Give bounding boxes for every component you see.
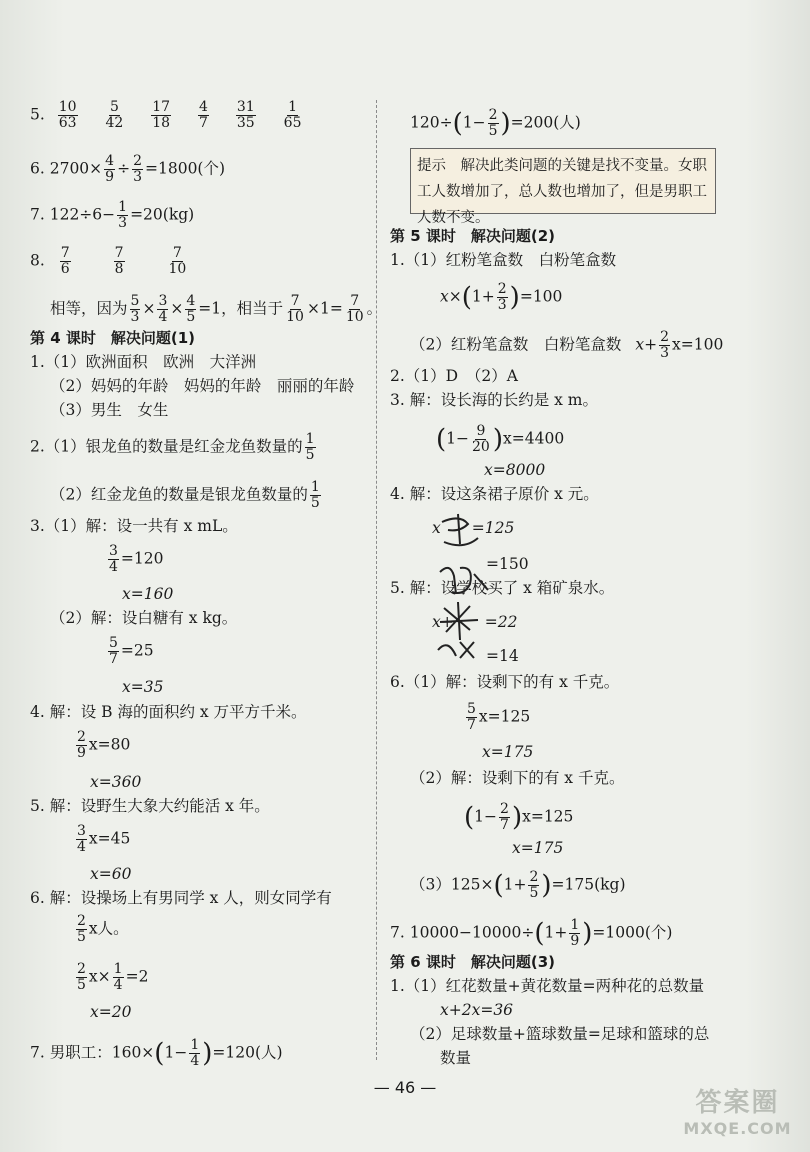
hint-box: 提示 解决此类问题的关键是找不变量。女职工人数增加了，总人数也增加了，但是男职工人数不变。 [410,148,716,214]
q7-line: 7. 122÷6− $\frac{1}{3}$ =20(kg) [30,199,195,231]
s5-q1b: （2）红粉笔盒数 白粉笔盒数 x+ $\frac{2}{3}$ x=100 [410,329,724,361]
section-title-lesson5: 第 5 课时 解决问题(2) [390,227,556,245]
s4-q3b-equation: $\frac{5}{7}$ =25 [109,635,154,667]
page-number: — 46 — [373,1078,437,1097]
q5-line: 5. $\frac{10}{63}$ $\frac{5}{42}$ $\frac{17}{18}$ $\frac{4}{7}$ $\frac{31}{35}$ $\frac{1}{65}$ [30,99,302,131]
s5-q5: 5. 解：设学校买了 x 箱矿泉水。 [390,579,615,597]
s4-q3a: 3.（1）解：设一共有 x mL。 [30,517,238,535]
s5-q6a-equation: $\frac{5}{7}$ x=125 [467,701,531,733]
s5-q4-result: =150 [486,555,529,573]
s5-q1a-equation: x×(1+ $\frac{2}{3}$ )=100 [440,281,563,313]
section-title-lesson4: 第 4 课时 解决问题(1) [30,329,196,347]
s4-q1c: （3）男生 女生 [50,401,169,419]
s5-q2: 2.（1）D （2）A [390,367,518,385]
s4-q5-equation: $\frac{3}{4}$ x=45 [77,823,131,855]
s4-q6-equation: $\frac{2}{5}$ x× $\frac{1}{4}$ =2 [77,961,149,993]
section-title-lesson6: 第 6 课时 解决问题(3) [390,953,556,971]
s4-q1a: 1.（1）欧洲面积 欧洲 大洋洲 [30,353,257,371]
s6-q1a-equation: x+2x=36 [440,1001,514,1019]
s4-q3b: （2）解：设白糖有 x kg。 [50,609,238,627]
s4-q6-result: x=20 [90,1003,132,1021]
s5-q6b: （2）解：设剩下的有 x 千克。 [410,769,625,787]
q8-explanation: 相等，因为 $\frac{5}{3}$ × $\frac{3}{4}$ × $\frac{4}{5}$ =1，相当于 $\frac{7}{10}$ ×1= $\frac{7}{10}$ 。 [50,293,383,325]
column-divider [376,100,377,1060]
s5-q1a: 1.（1）红粉笔盒数 白粉笔盒数 [390,251,617,269]
s6-q1b: （2）足球数量+篮球数量=足球和篮球的总 [410,1025,710,1043]
q8-line: 8. $\frac{7}{6}$ $\frac{7}{8}$ $\frac{7}{10}$ [30,245,187,277]
s4-q3a-result: x=160 [122,585,174,603]
s4-q2a: 2.（1）银龙鱼的数量是红金龙鱼数量的 $\frac{1}{5}$ [30,431,315,463]
s6-q1b-cont: 数量 [440,1049,472,1067]
s5-q4: 4. 解：设这条裙子原价 x 元。 [390,485,599,503]
s5-q3-equation: (1− $\frac{9}{20}$ )x=4400 [436,423,565,455]
s4-q5-result: x=60 [90,865,132,883]
s5-q6a-result: x=175 [482,743,534,761]
s4-q6-line2: $\frac{2}{5}$ x人。 [77,913,129,945]
s5-q4-equation: x =125 [432,519,515,537]
s4-q7: 7. 男职工：160×(1− $\frac{1}{4}$ )=120(人) [30,1037,283,1069]
s5-q6b-equation: (1− $\frac{2}{7}$ )x=125 [464,801,574,833]
s5-q7: 7. 10000−10000÷(1+ $\frac{1}{9}$ )=1000(个) [390,917,673,949]
s5-q6c: （3）125×(1+ $\frac{2}{5}$ )=175(kg) [410,869,626,901]
s4-q5: 5. 解：设野生大象大约能活 x 年。 [30,797,270,815]
s5-q5-result: =14 [486,647,519,665]
s6-q1a: 1.（1）红花数量+黄花数量=两种花的总数量 [390,977,705,995]
s5-q6a: 6.（1）解：设剩下的有 x 千克。 [390,673,620,691]
s4-q3a-equation: $\frac{3}{4}$ =120 [109,543,164,575]
r-continuation: 120÷(1− $\frac{2}{5}$ )=200(人) [410,107,581,139]
s5-q3: 3. 解：设长海的长约是 x m。 [390,391,599,409]
s4-q2b: （2）红金龙鱼的数量是银龙鱼数量的 $\frac{1}{5}$ [50,479,320,511]
s4-q6: 6. 解：设操场上有男同学 x 人，则女同学有 [30,889,332,907]
s4-q1b: （2）妈妈的年龄 妈妈的年龄 丽丽的年龄 [50,377,355,395]
q6-line: 6. 2700× $\frac{4}{9}$ ÷ $\frac{2}{3}$ =1800(个) [30,153,226,185]
s5-q6b-result: x=175 [512,839,564,857]
s4-q4-equation: $\frac{2}{9}$ x=80 [77,729,131,761]
s4-q4: 4. 解：设 B 海的面积约 x 万平方千米。 [30,703,307,721]
s4-q3b-result: x=35 [122,678,164,696]
watermark-logo: 答案圈 MXQE.COM [683,1088,792,1138]
s5-q3-result: x=8000 [484,461,546,479]
s4-q4-result: x=360 [90,773,142,791]
s5-q5-equation: x+ =22 [432,613,518,631]
q5-number: 5. [30,105,45,124]
handwriting-scribble [430,510,500,660]
